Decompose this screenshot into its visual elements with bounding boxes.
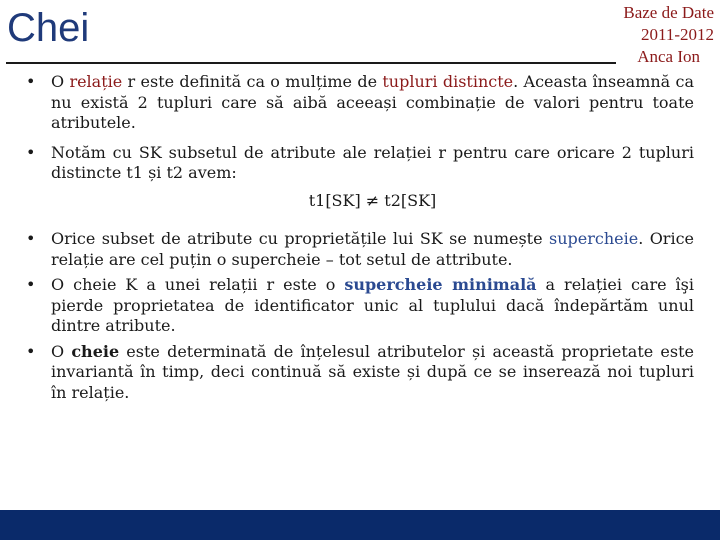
text: este determinată de înțelesul atributelor și această proprietate este invariantă în timp, deci continuă să existe și după ce se inserează noi tupluri în relație. [51,341,695,402]
text: Orice subset de atribute cu proprietățile lui SK se numește [51,229,549,248]
footer-bar [0,510,720,540]
bullet-marker: • [26,72,36,91]
author-name: Anca Ion [637,47,700,66]
term-cheie: cheie [71,341,120,361]
text: Notăm cu SK subsetul de atribute ale relației r pentru care oricare 2 tupluri distincte t1 și t2 avem: [51,142,694,182]
bullet-marker: • [26,275,36,294]
text: r este definită ca o mulțime de [122,72,383,91]
academic-years: 2011-2012 [640,25,714,44]
term-supercheie-minimala: supercheie minimală [344,275,537,294]
bullet-marker: • [26,229,36,248]
text: . Aceasta înseamnă ca nu există 2 tupluri care să aibă aceeași combinație de valori pentru toate atributele. [51,72,695,132]
text: . Orice relație are cel puțin o supercheie – tot setul de attribute. [51,229,695,269]
text: O [51,341,72,361]
course-name: Baze de Date [623,3,714,22]
term-tupluri-distincte: tupluri distincte [382,72,514,91]
page-title: Chei [7,6,90,50]
bullet-marker: • [26,142,36,162]
title-divider [6,62,616,64]
text: O cheie K a unei relații r este o [51,275,345,294]
bullet-supercheie [26,229,694,270]
text: O [51,72,70,91]
formula-sk: t1[SK] ≠ t2[SK] [308,190,437,210]
bullet-marker: • [26,341,36,361]
bullet-cheie-semantics [26,342,694,404]
bullet-relation-definition [26,72,694,134]
course-info [623,2,714,68]
slide-content [26,72,694,403]
bullet-cheie-definition [26,275,694,337]
term-relatie: relație [69,72,123,91]
bullet-sk-definition [26,143,694,184]
term-supercheie: supercheie [549,229,639,248]
text: a relației care îşi pierde proprietatea de identificator unic al tuplului dacă îndepărtăm unul dintre atribute. [51,275,694,335]
